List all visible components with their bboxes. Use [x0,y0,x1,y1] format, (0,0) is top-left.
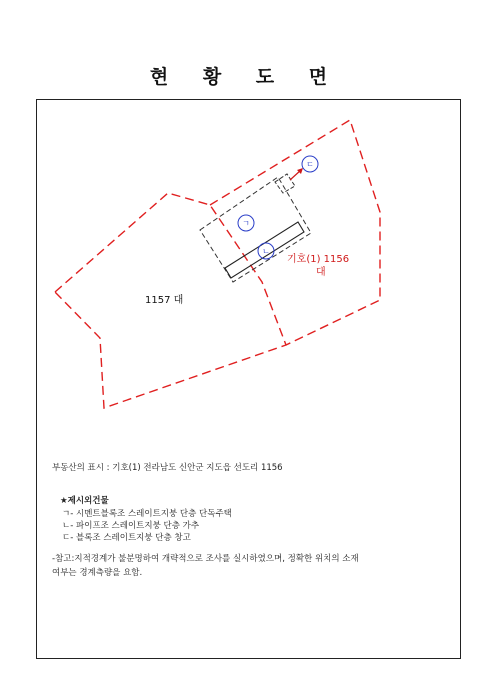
building-a-outline [200,177,311,282]
page-title: 현 황 도 면 [149,66,342,88]
circle-c-label: ㄷ [306,160,314,169]
lot-1156-label-line2: 대 [316,267,326,278]
lot-1156-boundary [210,120,380,345]
legend-item-a: ㄱ- 시멘트블록조 스레이트지붕 단층 단독주택 [62,509,232,519]
note-line-2: 여부는 경계측량을 요함. [52,568,143,578]
legend-title: ★제시외건물 [60,496,109,506]
legend-item-c: ㄷ- 블록조 스레이트지붕 단층 창고 [62,533,191,543]
note-line-1: -참고:지적경계가 불분명하여 개략적으로 조사를 실시하였으며, 정확한 위치의 소재 [52,554,359,564]
circle-a-label: ㄱ [242,219,250,228]
property-description: 부동산의 표시 : 기호(1) 전라남도 신안군 지도읍 선도리 1156 [52,463,283,473]
lot-1157-label: 1157 대 [145,295,184,306]
legend-item-b: ㄴ- 파이프조 스레이트지붕 단층 가추 [62,521,200,531]
lot-1156-label-line1: 기호(1) 1156 [287,254,350,265]
building-c-outline [275,174,295,193]
circle-b-label: ㄴ [262,247,270,256]
